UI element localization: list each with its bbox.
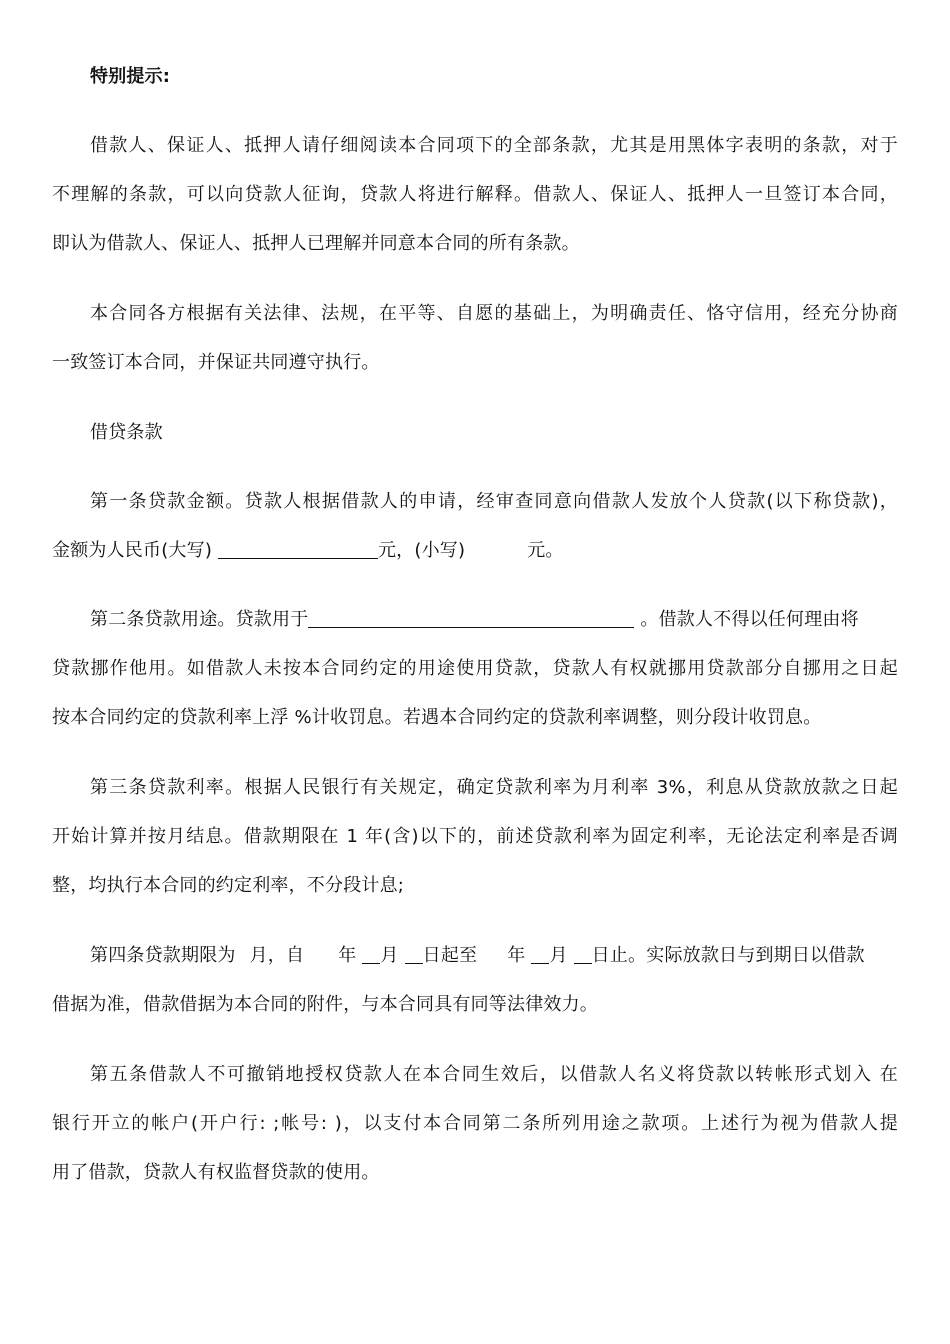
section-heading: 借贷条款 <box>90 422 163 443</box>
article-3-line: 开始计算并按月结息。借款期限在 1 年(含)以下的，前述贷款利率为固定利率，无论法定利率是否调 <box>52 826 898 847</box>
article-1-amount-line <box>52 538 564 564</box>
amount-unit: 元。 <box>527 540 564 561</box>
amount-label-lowercase: 元，(小写) <box>377 540 466 561</box>
article-5-line: 第五条借款人不可撤销地授权贷款人在本合同生效后，以借款人名义将贷款以转帐形式划入 在 <box>90 1064 898 1085</box>
end-month-label: 月 <box>549 945 568 966</box>
article-2-purpose-line <box>90 607 859 633</box>
article-2-line: 按本合同约定的贷款利率上浮 %计收罚息。若遇本合同约定的贷款利率调整，则分段计收罚息。 <box>52 707 822 728</box>
notice-paragraph-line: 不理解的条款，可以向贷款人征询，贷款人将进行解释。借款人、保证人、抵押人一旦签订本合同， <box>52 184 898 205</box>
article-2-line: 贷款挪作他用。如借款人未按本合同约定的用途使用贷款，贷款人有权就挪用贷款部分自挪用之日起 <box>52 658 898 679</box>
article-4-line: 借据为准，借款借据为本合同的附件，与本合同具有同等法律效力。 <box>52 994 598 1015</box>
end-year-label: 年 <box>507 945 526 966</box>
start-day-blank[interactable] <box>405 945 423 964</box>
article-3-line: 整，均执行本合同的约定利率，不分段计息; <box>52 875 405 896</box>
preamble-paragraph-line: 一致签订本合同，并保证共同遵守执行。 <box>52 352 380 373</box>
notice-paragraph-line: 借款人、保证人、抵押人请仔细阅读本合同项下的全部条款，尤其是用黑体字表明的条款，对于 <box>90 135 898 156</box>
start-day-label: 日起至 <box>422 945 478 966</box>
purpose-label: 第二条贷款用途。贷款用于 <box>90 609 309 630</box>
article-5-line: 用了借款，贷款人有权监督贷款的使用。 <box>52 1162 380 1183</box>
amount-uppercase-blank[interactable] <box>218 540 378 559</box>
preamble-paragraph-line: 本合同各方根据有关法律、法规，在平等、自愿的基础上，为明确责任、恪守信用，经充分协商 <box>90 303 898 324</box>
article-5-line: 银行开立的帐户(开户行: ;帐号: )，以支付本合同第二条所列用途之款项。上述行为视为借款人提 <box>52 1113 898 1134</box>
purpose-tail: 。借款人不得以任何理由将 <box>640 609 859 630</box>
start-year-label: 年 <box>338 945 357 966</box>
article-4-term-line <box>90 943 865 969</box>
end-month-blank[interactable] <box>531 945 549 964</box>
term-label: 第四条贷款期限为 <box>90 945 236 966</box>
term-tail: 日止。实际放款日与到期日以借款 <box>591 945 865 966</box>
purpose-blank[interactable] <box>308 609 634 628</box>
article-1-line: 第一条贷款金额。贷款人根据借款人的申请，经审查同意向借款人发放个人贷款(以下称贷款)， <box>90 491 898 512</box>
start-month-blank[interactable] <box>362 945 380 964</box>
notice-title: 特别提示: <box>90 66 171 87</box>
end-day-blank[interactable] <box>574 945 592 964</box>
notice-paragraph-line: 即认为借款人、保证人、抵押人已理解并同意本合同的所有条款。 <box>52 233 580 254</box>
term-month-label: 月，自 <box>249 945 305 966</box>
amount-label-uppercase: 金额为人民币(大写) <box>52 540 218 561</box>
article-3-line: 第三条贷款利率。根据人民银行有关规定，确定贷款利率为月利率 3%，利息从贷款放款之日起 <box>90 777 898 798</box>
start-month-label: 月 <box>380 945 399 966</box>
